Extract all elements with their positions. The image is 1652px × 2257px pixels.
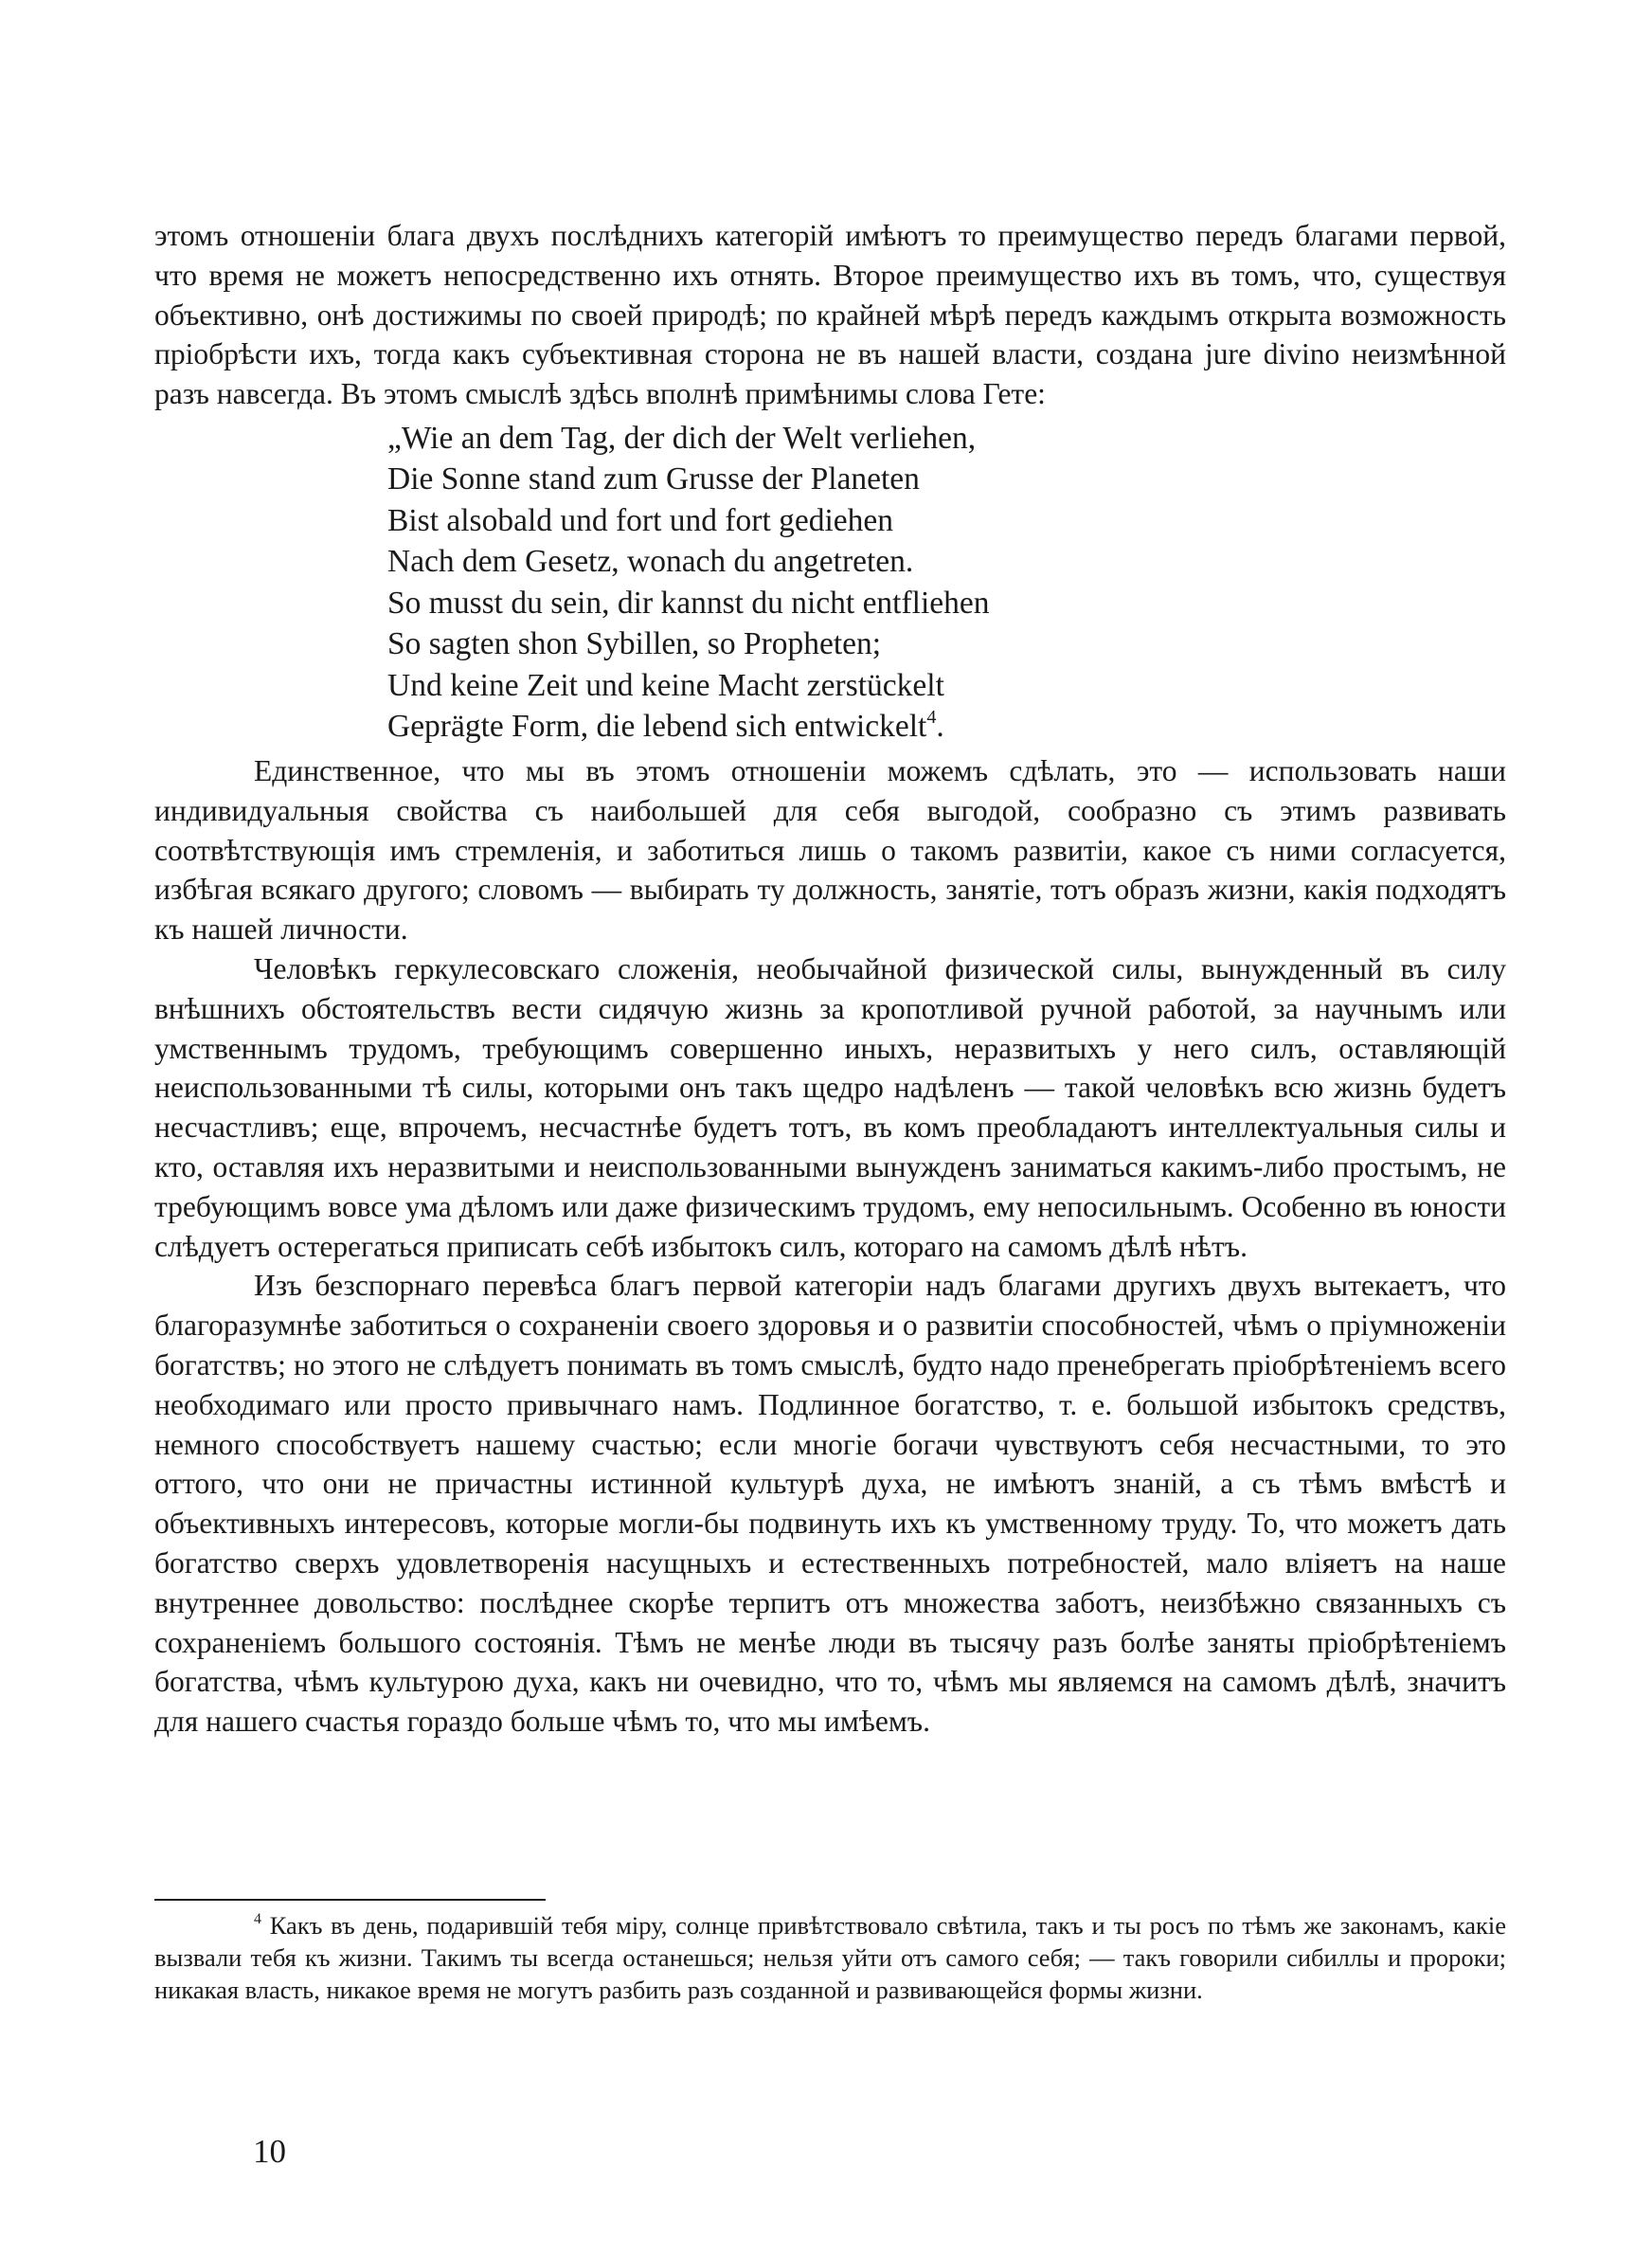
poem-line: Die Sonne stand zum Grusse der Planeten xyxy=(387,461,920,497)
main-text xyxy=(154,216,1506,1742)
footnote-divider xyxy=(154,1899,546,1901)
poem-line: Bist alsobald und fort und fort gediehen xyxy=(387,502,894,538)
paragraph-intro: этомъ отношенiи блага двухъ послѣднихъ категорiй имѣютъ то преимущество передъ благами первой, что время не можетъ непосредственно ихъ отнять. Второе преимущество ихъ въ томъ, что, существуя объективно, онѣ достижимы по своей природѣ; по крайней мѣрѣ передъ каждымъ открыта возможность прiобрѣсти ихъ, тогда какъ субъективная сторона не въ нашей власти, создана jure divino неизмѣнной разъ навсегда. Въ этомъ смыслѣ здѣсь вполнѣ примѣнимы слова Гете: xyxy=(154,219,1506,411)
footnote-text: Какъ въ день, подарившiй тебя мiру, солнце привѣтствовало свѣтила, такъ и ты росъ по тѣмъ же законамъ, какiе вызвали тебя къ жизни. Такимъ ты всегда останешься; нельзя уйти отъ самого себя; — такъ говорили сибиллы и пророки; никакая власть, никакое время не могутъ разбить разъ созданной и развивающейся формы жизни. xyxy=(154,1911,1506,2004)
poem-line: Nach dem Gesetz, wonach du angetreten. xyxy=(387,544,914,580)
page-number: 10 xyxy=(253,2133,286,2170)
footnote-number: 4 xyxy=(254,1910,261,1927)
poem-line: So sagten shon Sybillen, so Propheten; xyxy=(387,626,882,662)
poem-last-line-end: . xyxy=(936,709,944,745)
poem-last-line-text: Geprägte Form, die lebend sich entwickelt xyxy=(387,709,927,745)
poem-last-line xyxy=(387,706,1506,748)
paragraph-individual-traits: Единственное, что мы въ этомъ отношенiи можемъ сдѣлать, это — использовать наши индивидуальныя свойства съ наибольшей для себя выгодой, сообразно съ этимъ развивать соотвѣтствующiя имъ стремленiя, и заботиться лишь о такомъ развитiи, какое съ ними согласуется, избѣгая всякаго другого; словомъ — выбирать ту должность, занятiе, тотъ образъ жизни, какiя подходятъ къ нашей личности. xyxy=(154,753,1506,947)
poem-line: „Wie an dem Tag, der dich der Welt verliehen, xyxy=(387,420,977,456)
footnote xyxy=(154,1909,1506,2006)
footnote-reference: 4 xyxy=(926,707,937,729)
paragraph-hercules: Человѣкъ геркулесовскаго сложенiя, необычайной физической силы, вынужденный въ силу внѣшнихъ обстоятельствъ вести сидячую жизнь за кропотливой ручной работой, за научнымъ или умственнымъ трудомъ, требующимъ совершенно иныхъ, неразвитыхъ у него силъ, оставляющiй неиспользованными тѣ силы, которыми онъ такъ щедро надѣленъ — такой человѣкъ всю жизнь будетъ несчастливъ; еще, впрочемъ, несчастнѣе будетъ тотъ, въ комъ преобладаютъ интеллектуальныя силы и кто, оставляя ихъ неразвитыми и неиспользованными вынужденъ заниматься какимъ-либо простымъ, не требующимъ вовсе ума дѣломъ или даже физическимъ трудомъ, ему непосильнымъ. Особенно въ юности слѣдуетъ остерегаться приписать себѣ избытокъ силъ, котораго на самомъ дѣлѣ нѣтъ. xyxy=(154,951,1506,1263)
goethe-poem xyxy=(387,418,1506,748)
paragraph-wealth: Изъ безспорнаго перевѣса благъ первой категорiи надъ благами другихъ двухъ вытекаетъ, что благоразумнѣе заботиться о сохраненiи своего здоровья и о развитiи способностей, чѣмъ о прiумноженiи богатствъ; но этого не слѣдуетъ понимать въ томъ смыслѣ, будто надо пренебрегать прiобрѣтенiемъ всего необходимаго или просто привычнаго намъ. Подлинное богатство, т. е. большой избытокъ средствъ, немного способствуетъ нашему счастью; если многiе богачи чувствуютъ себя несчастными, то это оттого, что они не причастны истинной культурѣ духа, не имѣютъ знанiй, а съ тѣмъ вмѣстѣ и объективныхъ интересовъ, которые могли-бы подвинуть ихъ къ умственному труду. То, что можетъ дать богатство сверхъ удовлетворенiя насущныхъ и естественныхъ потребностей, мало влiяетъ на наше внутреннее довольство: послѣднее скорѣе терпитъ отъ множества заботъ, неизбѣжно связанныхъ съ сохраненiемъ большого состоянiя. Тѣмъ не менѣе люди въ тысячу разъ болѣе заняты прiобрѣтенiемъ богатства, чѣмъ культурою духа, какъ ни очевидно, что то, чѣмъ мы являемся на самомъ дѣлѣ, значитъ для нашего счастья гораздо больше чѣмъ то, что мы имѣемъ. xyxy=(154,1269,1506,1739)
poem-line: Und keine Zeit und keine Macht zerstückelt xyxy=(387,667,944,703)
poem-line: So musst du sein, dir kannst du nicht entfliehen xyxy=(387,585,990,621)
